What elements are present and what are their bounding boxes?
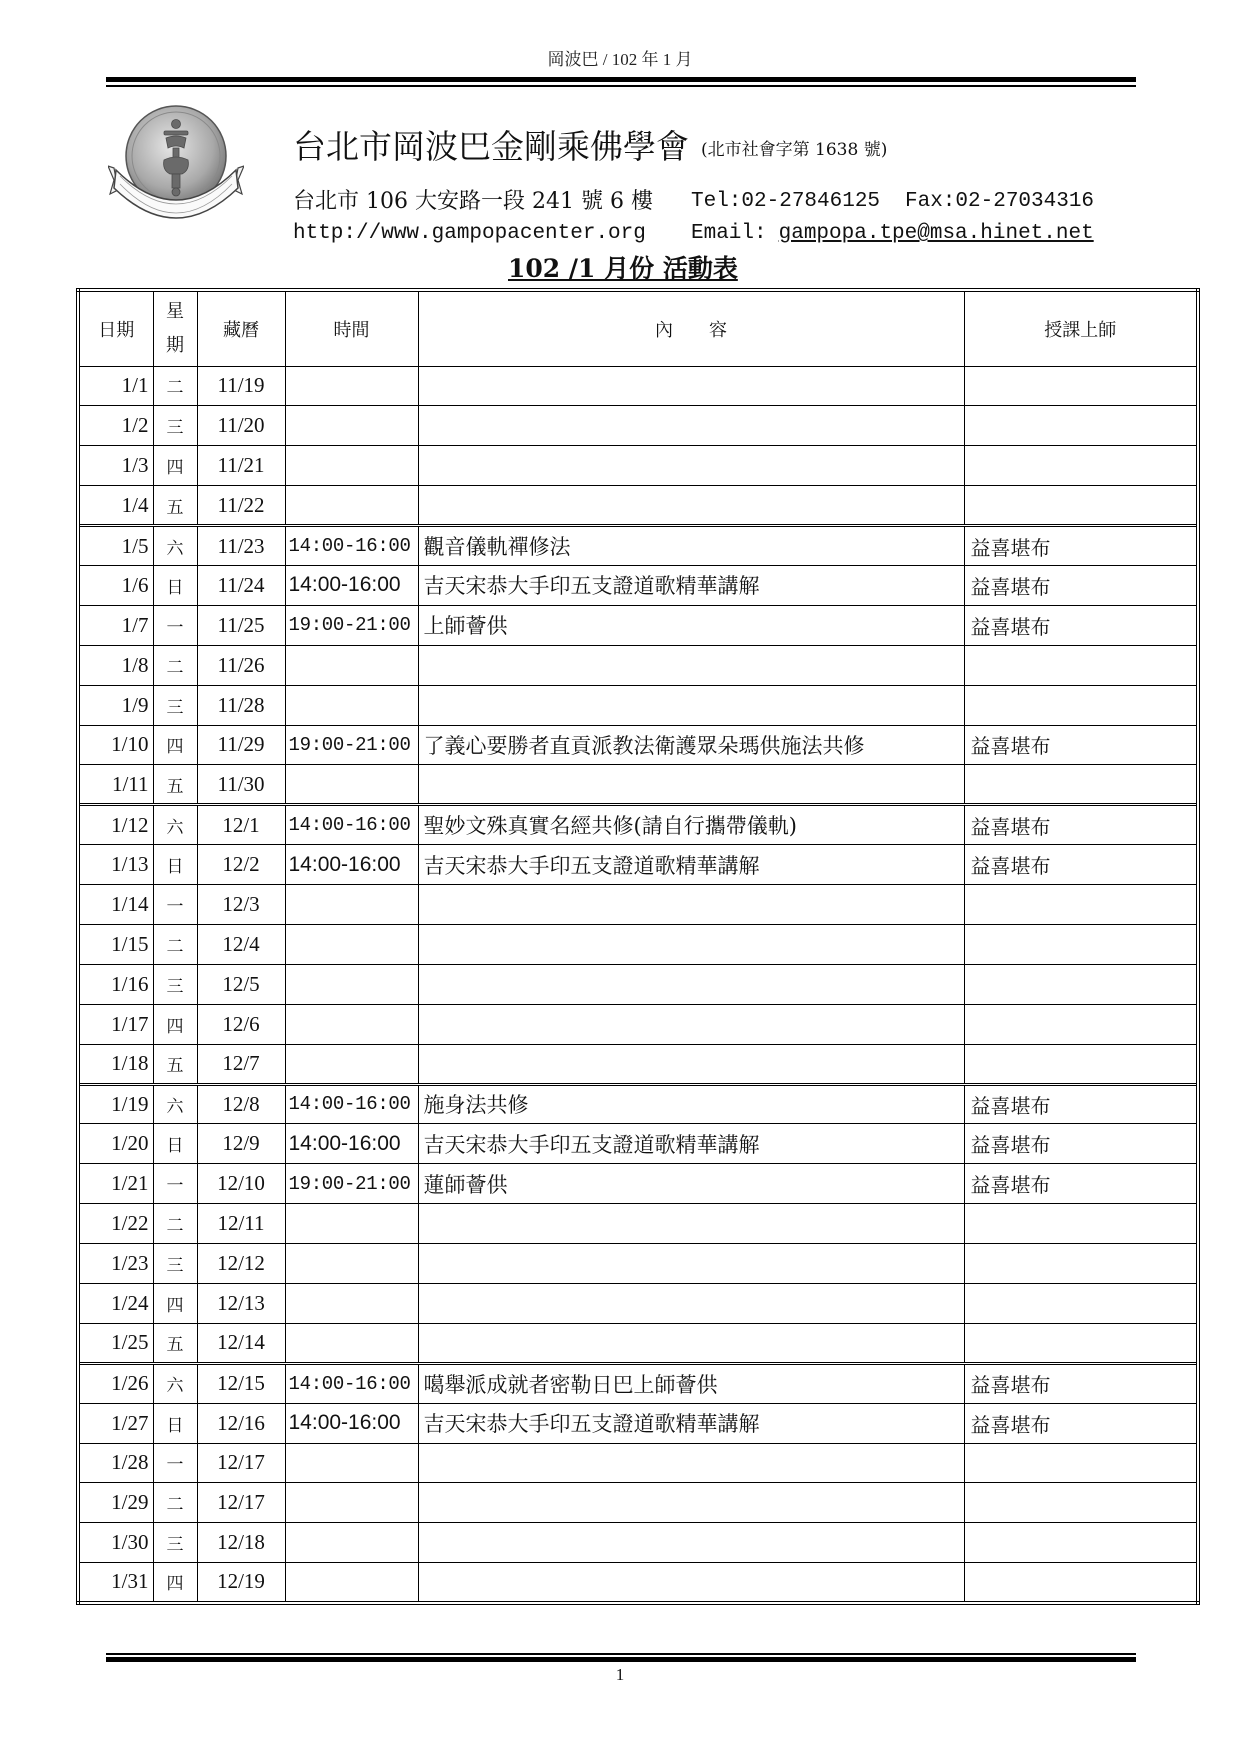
- running-header: 岡波巴 / 102 年 1 月: [547, 50, 693, 69]
- cell-time: [285, 1563, 418, 1603]
- cell-date: 1/19: [78, 1084, 153, 1124]
- cell-date: 1/12: [78, 805, 153, 845]
- cell-date: 1/14: [78, 885, 153, 925]
- header-teacher: 授課上師: [964, 290, 1198, 366]
- cell-content: 吉天宋恭大手印五支證道歌精華講解: [418, 845, 964, 885]
- table-row: [78, 1084, 1198, 1124]
- cell-content: [418, 446, 964, 486]
- table-row: [78, 446, 1198, 486]
- cell-teacher: [964, 1563, 1198, 1603]
- cell-time: [285, 924, 418, 964]
- cell-date: 1/15: [78, 924, 153, 964]
- cell-content: [418, 486, 964, 526]
- cell-date: 1/21: [78, 1164, 153, 1204]
- cell-teacher: [964, 406, 1198, 446]
- header-time: 時間: [285, 290, 418, 366]
- cell-content: [418, 1443, 964, 1483]
- cell-teacher: 益喜堪布: [964, 845, 1198, 885]
- cell-teacher: [964, 1204, 1198, 1244]
- cell-tibetan-date: 11/30: [197, 765, 285, 805]
- cell-tibetan-date: 11/23: [197, 526, 285, 566]
- cell-date: 1/7: [78, 605, 153, 645]
- cell-weekday: 三: [153, 1244, 197, 1284]
- cell-date: 1/5: [78, 526, 153, 566]
- cell-content: 吉天宋恭大手印五支證道歌精華講解: [418, 1403, 964, 1443]
- email-link[interactable]: gampopa.tpe@msa.hinet.net: [778, 222, 1094, 245]
- cell-content: 吉天宋恭大手印五支證道歌精華講解: [418, 565, 964, 605]
- header-rule-thin: [106, 85, 1136, 87]
- email-label: Email:: [691, 222, 767, 245]
- cell-weekday: 日: [153, 565, 197, 605]
- table-row: [78, 406, 1198, 446]
- cell-tibetan-date: 12/16: [197, 1403, 285, 1443]
- cell-date: 1/28: [78, 1443, 153, 1483]
- cell-time: [285, 1044, 418, 1084]
- cell-date: 1/26: [78, 1363, 153, 1403]
- cell-tibetan-date: 12/2: [197, 845, 285, 885]
- table-row: [78, 605, 1198, 645]
- cell-time: 14:00-16:00: [285, 1363, 418, 1403]
- page-number: 1: [615, 1665, 625, 1684]
- cell-tibetan-date: 12/3: [197, 885, 285, 925]
- cell-date: 1/16: [78, 964, 153, 1004]
- cell-weekday: 日: [153, 845, 197, 885]
- cell-content: [418, 1004, 964, 1044]
- header-date: 日期: [78, 290, 153, 366]
- cell-tibetan-date: 11/22: [197, 486, 285, 526]
- cell-time: 14:00-16:00: [285, 565, 418, 605]
- cell-weekday: 二: [153, 1483, 197, 1523]
- table-row: [78, 1044, 1198, 1084]
- header-content: 內 容: [418, 290, 964, 366]
- header-weekday-line-1: 星: [166, 300, 184, 322]
- cell-tibetan-date: 11/25: [197, 605, 285, 645]
- cell-time: 14:00-16:00: [285, 526, 418, 566]
- cell-tibetan-date: 11/29: [197, 725, 285, 765]
- cell-tibetan-date: 12/6: [197, 1004, 285, 1044]
- cell-date: 1/31: [78, 1563, 153, 1603]
- cell-teacher: [964, 1004, 1198, 1044]
- cell-tibetan-date: 12/7: [197, 1044, 285, 1084]
- cell-date: 1/17: [78, 1004, 153, 1044]
- cell-content: [418, 1204, 964, 1244]
- cell-weekday: 四: [153, 725, 197, 765]
- address: 台北市 106 大安路一段 241 號 6 樓: [293, 189, 653, 214]
- cell-weekday: 六: [153, 1363, 197, 1403]
- cell-weekday: 一: [153, 885, 197, 925]
- cell-date: 1/24: [78, 1283, 153, 1323]
- cell-date: 1/1: [78, 366, 153, 406]
- table-row: [78, 645, 1198, 685]
- cell-date: 1/4: [78, 486, 153, 526]
- table-row: [78, 366, 1198, 406]
- cell-content: [418, 1563, 964, 1603]
- schedule-body: [78, 366, 1198, 1603]
- cell-tibetan-date: 12/14: [197, 1323, 285, 1363]
- cell-date: 1/3: [78, 446, 153, 486]
- table-row: [78, 924, 1198, 964]
- cell-time: 14:00-16:00: [285, 805, 418, 845]
- header-weekday-line-2: 期: [166, 334, 184, 356]
- cell-content: [418, 964, 964, 1004]
- cell-content: [418, 366, 964, 406]
- cell-weekday: 三: [153, 1523, 197, 1563]
- telephone: Tel:02-27846125: [691, 190, 881, 213]
- cell-content: [418, 685, 964, 725]
- table-row: [78, 964, 1198, 1004]
- cell-tibetan-date: 12/10: [197, 1164, 285, 1204]
- cell-tibetan-date: 12/19: [197, 1563, 285, 1603]
- cell-content: 上師薈供: [418, 605, 964, 645]
- cell-time: 19:00-21:00: [285, 605, 418, 645]
- cell-content: 蓮師薈供: [418, 1164, 964, 1204]
- cell-content: 了義心要勝者直貢派教法衛護眾朵瑪供施法共修: [418, 725, 964, 765]
- cell-weekday: 六: [153, 805, 197, 845]
- cell-tibetan-date: 12/12: [197, 1244, 285, 1284]
- cell-teacher: [964, 924, 1198, 964]
- cell-weekday: 四: [153, 446, 197, 486]
- cell-date: 1/20: [78, 1124, 153, 1164]
- table-row: [78, 1363, 1198, 1403]
- cell-time: [285, 366, 418, 406]
- schedule-title: 102 /1 月份 活動表: [508, 254, 738, 283]
- table-row: [78, 1483, 1198, 1523]
- cell-date: 1/30: [78, 1523, 153, 1563]
- cell-weekday: 一: [153, 1443, 197, 1483]
- cell-teacher: 益喜堪布: [964, 725, 1198, 765]
- cell-weekday: 五: [153, 486, 197, 526]
- cell-tibetan-date: 12/17: [197, 1483, 285, 1523]
- cell-tibetan-date: 12/18: [197, 1523, 285, 1563]
- cell-tibetan-date: 12/8: [197, 1084, 285, 1124]
- cell-time: [285, 685, 418, 725]
- website-url: http://www.gampopacenter.org: [293, 222, 646, 245]
- cell-date: 1/22: [78, 1204, 153, 1244]
- table-row: [78, 1204, 1198, 1244]
- cell-content: [418, 406, 964, 446]
- table-row: [78, 1283, 1198, 1323]
- cell-content: [418, 1523, 964, 1563]
- cell-content: [418, 1244, 964, 1284]
- cell-teacher: 益喜堪布: [964, 1164, 1198, 1204]
- table-row: [78, 805, 1198, 845]
- cell-weekday: 一: [153, 1164, 197, 1204]
- cell-teacher: 益喜堪布: [964, 1124, 1198, 1164]
- cell-date: 1/2: [78, 406, 153, 446]
- cell-time: [285, 1244, 418, 1284]
- table-row: [78, 1164, 1198, 1204]
- cell-time: [285, 1204, 418, 1244]
- cell-content: 吉天宋恭大手印五支證道歌精華講解: [418, 1124, 964, 1164]
- cell-weekday: 一: [153, 605, 197, 645]
- cell-weekday: 五: [153, 765, 197, 805]
- cell-weekday: 四: [153, 1283, 197, 1323]
- cell-content: [418, 1044, 964, 1084]
- cell-time: 19:00-21:00: [285, 1164, 418, 1204]
- cell-teacher: 益喜堪布: [964, 605, 1198, 645]
- table-row: [78, 1403, 1198, 1443]
- cell-time: 19:00-21:00: [285, 725, 418, 765]
- cell-teacher: 益喜堪布: [964, 526, 1198, 566]
- cell-weekday: 三: [153, 964, 197, 1004]
- table-header-row: [78, 290, 1198, 366]
- cell-time: 14:00-16:00: [285, 845, 418, 885]
- table-row: [78, 765, 1198, 805]
- cell-date: 1/8: [78, 645, 153, 685]
- cell-teacher: [964, 964, 1198, 1004]
- footer-rule-thin: [106, 1653, 1136, 1655]
- cell-time: [285, 1323, 418, 1363]
- cell-tibetan-date: 11/26: [197, 645, 285, 685]
- cell-weekday: 五: [153, 1044, 197, 1084]
- cell-teacher: 益喜堪布: [964, 1084, 1198, 1124]
- cell-weekday: 四: [153, 1563, 197, 1603]
- cell-weekday: 二: [153, 1204, 197, 1244]
- cell-content: [418, 1323, 964, 1363]
- cell-teacher: [964, 1244, 1198, 1284]
- cell-tibetan-date: 11/20: [197, 406, 285, 446]
- cell-tibetan-date: 12/13: [197, 1283, 285, 1323]
- cell-time: [285, 645, 418, 685]
- cell-weekday: 二: [153, 366, 197, 406]
- schedule-table: [76, 288, 1200, 1605]
- cell-tibetan-date: 12/4: [197, 924, 285, 964]
- cell-tibetan-date: 12/15: [197, 1363, 285, 1403]
- header-weekday: [153, 290, 197, 366]
- cell-teacher: [964, 486, 1198, 526]
- cell-tibetan-date: 11/21: [197, 446, 285, 486]
- cell-weekday: 日: [153, 1403, 197, 1443]
- header-tibetan-date: 藏曆: [197, 290, 285, 366]
- table-row: [78, 885, 1198, 925]
- cell-time: 14:00-16:00: [285, 1124, 418, 1164]
- cell-content: [418, 765, 964, 805]
- table-row: [78, 725, 1198, 765]
- cell-teacher: [964, 446, 1198, 486]
- cell-content: [418, 1283, 964, 1323]
- cell-date: 1/11: [78, 765, 153, 805]
- cell-teacher: [964, 1483, 1198, 1523]
- cell-time: [285, 964, 418, 1004]
- table-row: [78, 1563, 1198, 1603]
- table-row: [78, 685, 1198, 725]
- cell-tibetan-date: 12/1: [197, 805, 285, 845]
- cell-teacher: [964, 366, 1198, 406]
- cell-date: 1/27: [78, 1403, 153, 1443]
- cell-teacher: 益喜堪布: [964, 1403, 1198, 1443]
- cell-teacher: [964, 1443, 1198, 1483]
- cell-content: 觀音儀軌禪修法: [418, 526, 964, 566]
- cell-weekday: 三: [153, 685, 197, 725]
- cell-weekday: 三: [153, 406, 197, 446]
- table-row: [78, 486, 1198, 526]
- cell-date: 1/29: [78, 1483, 153, 1523]
- cell-time: [285, 885, 418, 925]
- cell-teacher: [964, 1323, 1198, 1363]
- table-row: [78, 565, 1198, 605]
- cell-teacher: [964, 1044, 1198, 1084]
- organization-logo-icon: [108, 104, 244, 228]
- cell-tibetan-date: 11/28: [197, 685, 285, 725]
- cell-content: [418, 1483, 964, 1523]
- cell-date: 1/25: [78, 1323, 153, 1363]
- table-row: [78, 526, 1198, 566]
- cell-weekday: 二: [153, 924, 197, 964]
- header-rule-thick: [106, 77, 1136, 82]
- cell-weekday: 二: [153, 645, 197, 685]
- cell-tibetan-date: 11/24: [197, 565, 285, 605]
- registration-number: (北市社會字第 1638 號): [701, 140, 888, 160]
- cell-content: [418, 645, 964, 685]
- cell-time: [285, 446, 418, 486]
- cell-teacher: 益喜堪布: [964, 805, 1198, 845]
- footer-rule-thick: [106, 1657, 1136, 1662]
- cell-time: [285, 1283, 418, 1323]
- table-row: [78, 845, 1198, 885]
- cell-teacher: [964, 1283, 1198, 1323]
- cell-time: [285, 486, 418, 526]
- cell-content: 噶舉派成就者密勒日巴上師薈供: [418, 1363, 964, 1403]
- cell-time: 14:00-16:00: [285, 1403, 418, 1443]
- cell-content: 聖妙文殊真實名經共修(請自行攜帶儀軌): [418, 805, 964, 845]
- cell-teacher: [964, 765, 1198, 805]
- cell-time: 14:00-16:00: [285, 1084, 418, 1124]
- cell-tibetan-date: 12/5: [197, 964, 285, 1004]
- cell-teacher: [964, 645, 1198, 685]
- cell-tibetan-date: 11/19: [197, 366, 285, 406]
- cell-tibetan-date: 12/11: [197, 1204, 285, 1244]
- cell-weekday: 六: [153, 1084, 197, 1124]
- cell-date: 1/9: [78, 685, 153, 725]
- table-row: [78, 1523, 1198, 1563]
- cell-teacher: [964, 1523, 1198, 1563]
- cell-content: [418, 885, 964, 925]
- cell-time: [285, 1443, 418, 1483]
- email-line: [691, 220, 1094, 248]
- table-row: [78, 1124, 1198, 1164]
- cell-weekday: 日: [153, 1124, 197, 1164]
- cell-date: 1/6: [78, 565, 153, 605]
- cell-time: [285, 406, 418, 446]
- table-row: [78, 1443, 1198, 1483]
- cell-teacher: 益喜堪布: [964, 565, 1198, 605]
- cell-tibetan-date: 12/9: [197, 1124, 285, 1164]
- cell-weekday: 六: [153, 526, 197, 566]
- table-row: [78, 1004, 1198, 1044]
- cell-time: [285, 1523, 418, 1563]
- cell-date: 1/18: [78, 1044, 153, 1084]
- cell-content: 施身法共修: [418, 1084, 964, 1124]
- cell-date: 1/23: [78, 1244, 153, 1284]
- cell-teacher: [964, 885, 1198, 925]
- cell-weekday: 五: [153, 1323, 197, 1363]
- fax: Fax:02-27034316: [905, 190, 1095, 213]
- organization-name: [293, 127, 887, 170]
- cell-tibetan-date: 12/17: [197, 1443, 285, 1483]
- cell-content: [418, 924, 964, 964]
- cell-time: [285, 1483, 418, 1523]
- cell-time: [285, 765, 418, 805]
- table-row: [78, 1244, 1198, 1284]
- cell-time: [285, 1004, 418, 1044]
- cell-teacher: [964, 685, 1198, 725]
- cell-date: 1/10: [78, 725, 153, 765]
- cell-teacher: 益喜堪布: [964, 1363, 1198, 1403]
- cell-date: 1/13: [78, 845, 153, 885]
- cell-weekday: 四: [153, 1004, 197, 1044]
- table-row: [78, 1323, 1198, 1363]
- organization-name-text: 台北市岡波巴金剛乘佛學會: [293, 127, 689, 166]
